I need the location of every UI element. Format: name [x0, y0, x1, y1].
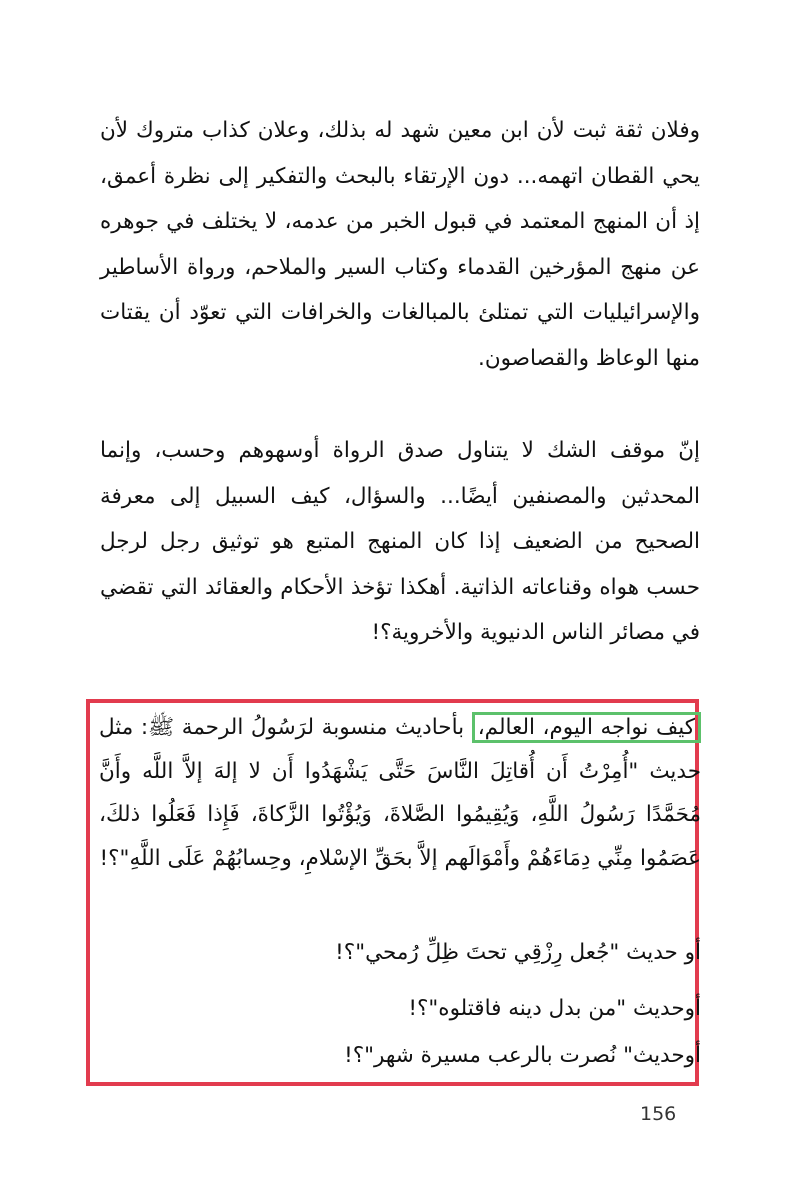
hadith-line-2: أوحديث "من بدل دينه فاقتلوه"؟!: [408, 996, 701, 1021]
hadith-line-1: أو حديث "جُعل رِزْقِي تحتَ ظِلِّ رُمحي"؟!: [335, 940, 701, 965]
quote-text: بأحاديث منسوبة لرَسُولُ الرحمة ﷺ: مثل حديث "أُمِرْتُ أَن أُقاتِلَ النَّاسَ حَتَّى يَشْهَدُوا أَن لا إلهَ إلاَّ اللَّه وأَنَّ مُحَمَّدًا رَسُولُ اللَّهِ، وَيُقِيمُوا الصَّلاةَ، وَيُؤْتُوا الزَّكاةَ، فَإِذا فَعَلُوا ذلكَ، عَصَمُوا مِنِّي دِمَاءَهُمْ وأَمْوَالَهم إلاَّ بحَقِّ الإسْلامِ، وحِسابُهُمْ عَلَى اللَّهِ"؟!: [99, 715, 701, 871]
hadith-line-3: أوحديث" نُصرت بالرعب مسيرة شهر"؟!: [344, 1043, 701, 1068]
green-highlight-box: كيف نواجه اليوم، العالم،: [472, 712, 701, 743]
highlighted-quote: [99, 706, 701, 880]
paragraph-1: وفلان ثقة ثبت لأن ابن معين شهد له بذلك، وعلان كذاب متروك لأن يحي القطان اتهمه... دون الإرتقاء بالبحث والتفكير إلى نظرة أعمق، إذ أن المنهج المعتمد في قبول الخبر من عدمه، لا يختلف في جوهره عن منهج المؤرخين القدماء وكتاب السير والملاحم، ورواة الأساطير والإسرائيليات التي تمتلئ بالمبالغات والخرافات التي تعوّد أن يقتات منها الوعاظ والقصاصون.: [100, 118, 700, 371]
paragraph-2: إنّ موقف الشك لا يتناول صدق الرواة أوسهوهم وحسب، وإنما المحدثين والمصنفين أيضًا... والسؤال، كيف السبيل إلى معرفة الصحيح من الضعيف إذا كان المنهج المتبع هو توثيق رجل لرجل حسب هواه وقناعاته الذاتية. أهكذا تؤخذ الأحكام والعقائد التي تقضي في مصائر الناس الدنيوية والأخروية؟!: [100, 438, 700, 645]
page-number: 156: [640, 1103, 677, 1125]
